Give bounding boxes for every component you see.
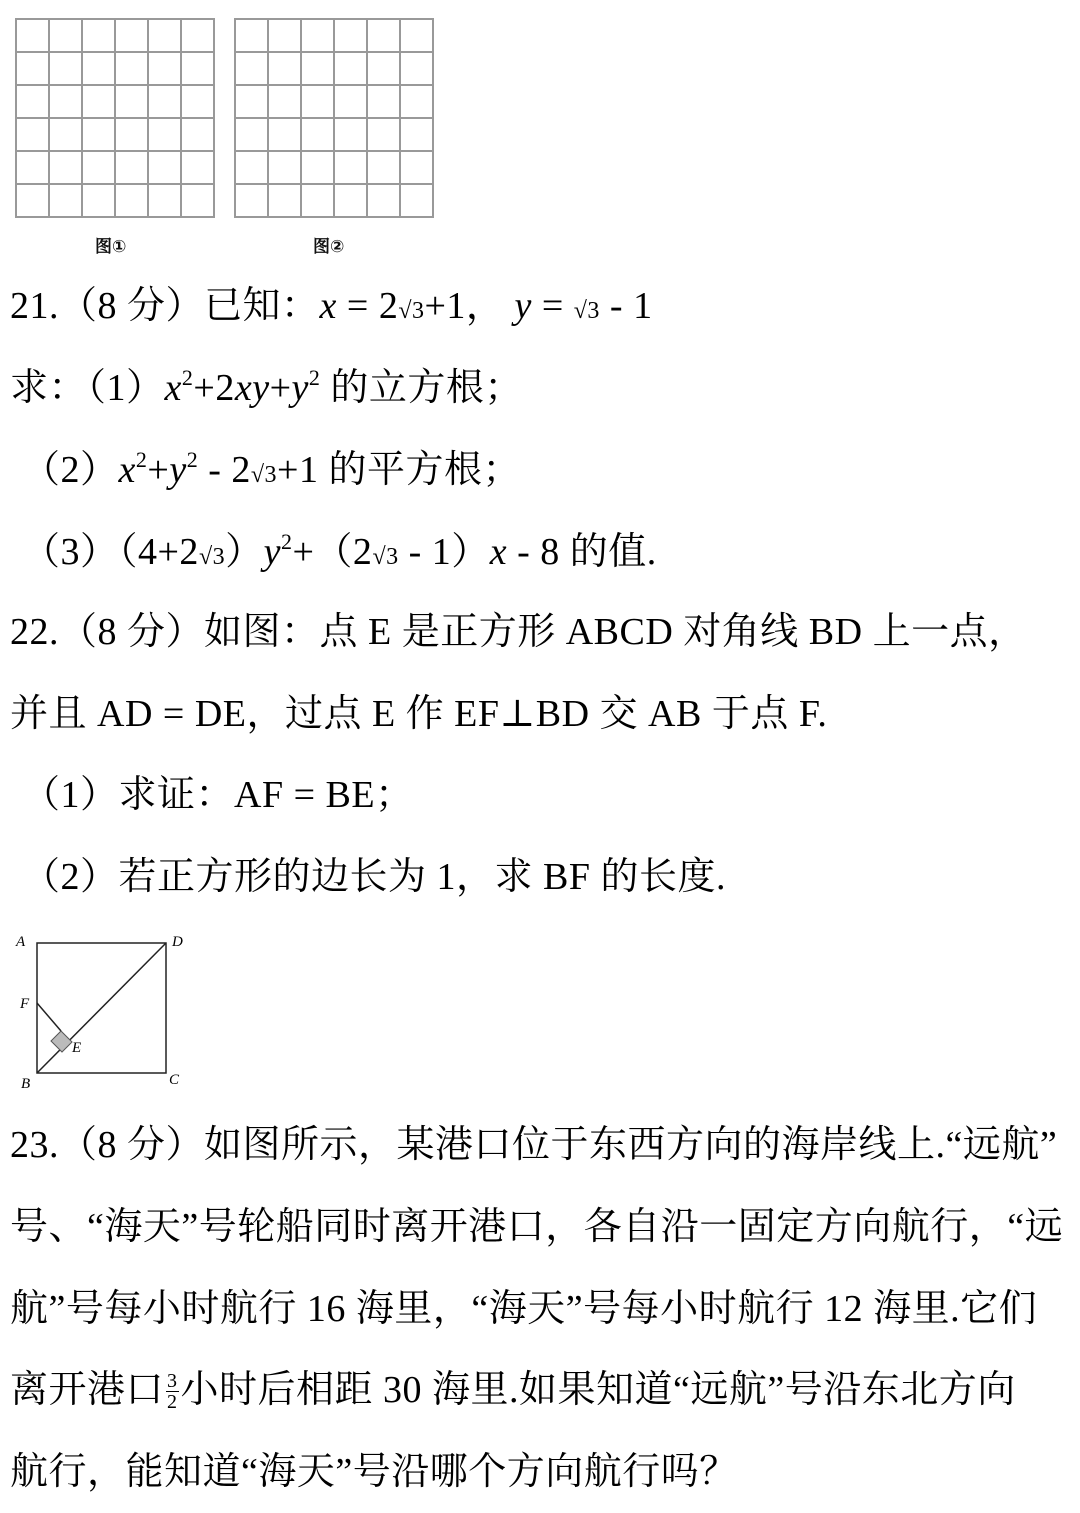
- q22-line3: （1）求证：AF = BE；: [22, 774, 414, 816]
- q21-head: 21.（8 分）已知：: [10, 285, 320, 327]
- label-b: B: [21, 1076, 31, 1090]
- q22-line1: 22.（8 分）如图：点 E 是正方形 ABCD 对角线 BD 上一点，: [10, 611, 1027, 653]
- q22-line2: 并且 AD = DE，过点 E 作 EF⊥BD 交 AB 于点 F.: [10, 693, 828, 735]
- q21-eq2: =: [531, 285, 574, 327]
- q21-p2-prefix: （2）: [22, 449, 119, 491]
- label-f: F: [20, 996, 30, 1012]
- q21-plus1: +1，: [424, 285, 505, 327]
- q23-line4: [10, 1368, 1016, 1412]
- grid-figure-1: [15, 18, 217, 220]
- q21-part1: 求：$(1)x^2+2xy+y^2$ 的立方根；: [10, 365, 523, 409]
- q21-p2-text: 的平方根；: [328, 449, 521, 491]
- q21-p3-text: 的值.: [569, 531, 657, 573]
- square-figure: [12, 930, 197, 1090]
- q21-p1-text: 的立方根；: [330, 367, 523, 409]
- q21-part3: $(3)(4+2√3)y^2+(2√3 - 1)x - 8$ 的值.: [22, 529, 657, 573]
- label-c: C: [169, 1072, 180, 1088]
- q21-minus1: - 1: [599, 285, 653, 327]
- right-angle-mark: [51, 1031, 72, 1052]
- sqrt3: √3: [573, 298, 600, 324]
- var-x: x: [319, 285, 337, 327]
- q22-line4: （2）若正方形的边长为 1，求 BF 的长度.: [22, 856, 726, 898]
- sqrt3: √3: [198, 544, 226, 570]
- label-d: D: [172, 934, 183, 950]
- var-y: y: [514, 285, 532, 327]
- segment-fe: [37, 1003, 61, 1031]
- q21-eq1: = 2: [336, 285, 399, 327]
- label-e: E: [72, 1040, 82, 1056]
- q23-line2: 号、“海天”号轮船同时离开港口，各自沿一固定方向航行，“远: [10, 1206, 1064, 1248]
- q21-p1-prefix: 求：（1）: [10, 367, 165, 409]
- diagonal-bd: [37, 943, 166, 1073]
- sqrt3: √3: [372, 544, 399, 570]
- q23-line3: 航”号每小时航行 16 海里，“海天”号每小时航行 12 海里.它们: [10, 1288, 1038, 1330]
- fraction-3-2: $\frac{3}{2}$: [167, 1370, 178, 1413]
- q23-line1: 23.（8 分）如图所示，某港口位于东西方向的海岸线上.“远航”: [10, 1124, 1058, 1166]
- sqrt3: √3: [398, 298, 425, 324]
- q23-line5: 航行，能知道“海天”号沿哪个方向航行吗？: [10, 1451, 738, 1493]
- q23-line4-post: 小时后相距 30 海里.如果知道“远航”号沿东北方向: [180, 1369, 1016, 1411]
- grid-caption-2: 图②: [313, 237, 345, 257]
- grid-figure-2: [234, 18, 436, 220]
- sqrt3: √3: [250, 462, 278, 488]
- q23-line4-pre: 离开港口: [10, 1369, 165, 1411]
- q21-line1: [10, 284, 653, 333]
- label-a: A: [16, 934, 26, 950]
- q21-p3-prefix: （3）（4+2: [22, 531, 199, 573]
- grid-caption-1: 图①: [95, 237, 127, 257]
- q21-part2: $(2)x^2+y^2 - 2√3+1$ 的平方根；: [22, 447, 521, 491]
